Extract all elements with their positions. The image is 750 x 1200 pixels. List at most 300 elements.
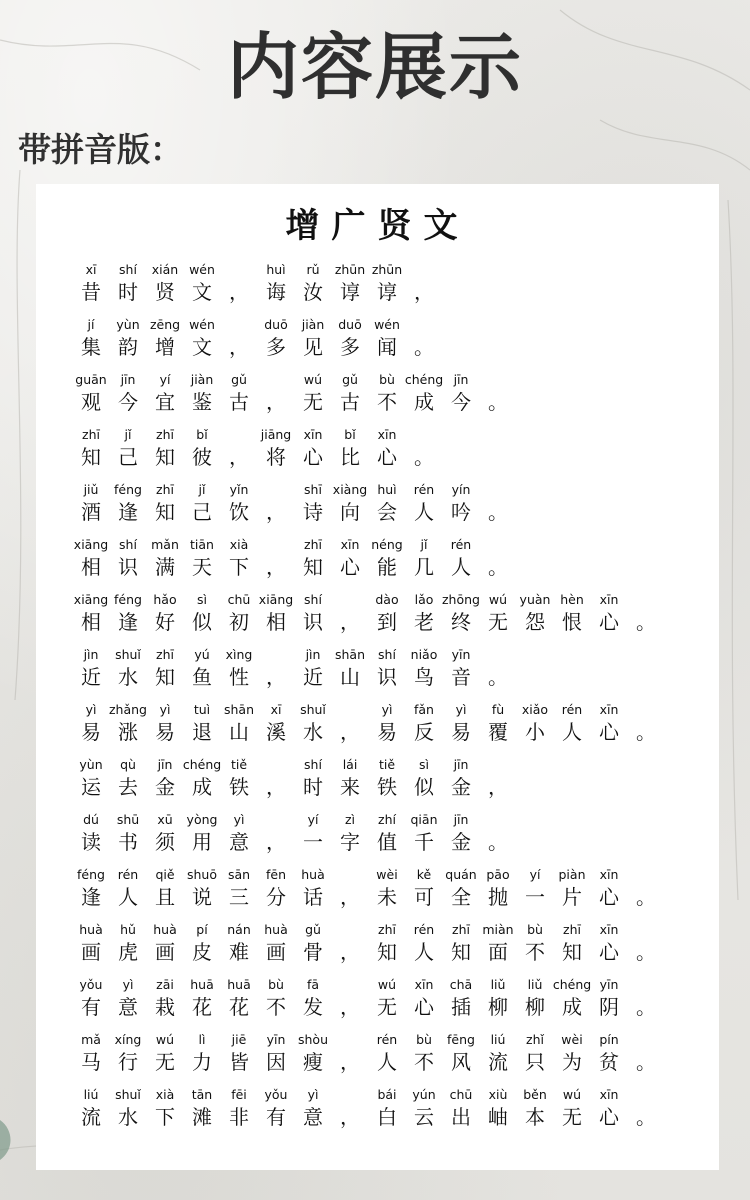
pinyin-syllable: xīn bbox=[599, 702, 619, 717]
hanzi-character: 初 bbox=[229, 610, 249, 634]
pinyin-syllable: shí bbox=[119, 537, 137, 552]
pinyin-syllable: yí bbox=[159, 372, 171, 387]
hanzi-character: 成 bbox=[192, 775, 212, 799]
hanzi-character: 心 bbox=[599, 885, 619, 909]
hanzi-character: 逢 bbox=[118, 610, 138, 634]
pinyin-syllable: liǔ bbox=[527, 977, 543, 992]
pinyin-syllable: yǒu bbox=[264, 1087, 288, 1102]
pinyin-syllable: jīn bbox=[453, 812, 469, 827]
hanzi-character: 知 bbox=[451, 940, 471, 964]
hanzi-character: 鸟 bbox=[414, 665, 434, 689]
pinyin-syllable: sì bbox=[197, 592, 207, 607]
pinyin-syllable: zēng bbox=[149, 317, 181, 332]
hanzi-character: 怨 bbox=[525, 610, 545, 634]
hanzi-character: 汝 bbox=[303, 280, 323, 304]
hanzi-character: 易 bbox=[377, 720, 397, 744]
pinyin-syllable: yì bbox=[85, 702, 97, 717]
hanzi-character: 彼 bbox=[192, 445, 212, 469]
pinyin-syllable: yí bbox=[307, 812, 319, 827]
punctuation: ， bbox=[229, 335, 249, 359]
hanzi-character: 贤 bbox=[155, 280, 175, 304]
hanzi-character: 知 bbox=[303, 555, 323, 579]
pinyin-syllable: yùn bbox=[79, 757, 103, 772]
hanzi-character: 溪 bbox=[266, 720, 286, 744]
hanzi-character: 鉴 bbox=[192, 390, 212, 414]
hanzi-character: 只 bbox=[525, 1050, 545, 1074]
hanzi-character: 无 bbox=[562, 1105, 582, 1129]
pinyin-syllable: sì bbox=[419, 757, 429, 772]
hanzi-character: 因 bbox=[266, 1050, 286, 1074]
pinyin-syllable: xiǎo bbox=[521, 702, 549, 717]
pinyin-syllable: bái bbox=[377, 1087, 397, 1102]
pinyin-syllable: shuǐ bbox=[300, 702, 326, 717]
pinyin-syllable: xī bbox=[85, 262, 97, 277]
hanzi-character: 阴 bbox=[599, 995, 619, 1019]
pinyin-syllable: pāo bbox=[486, 867, 510, 882]
hanzi-character: 反 bbox=[414, 720, 434, 744]
hanzi-character: 须 bbox=[155, 830, 175, 854]
pinyin-syllable: wèi bbox=[561, 1032, 583, 1047]
pinyin-syllable: zhī bbox=[156, 482, 174, 497]
hanzi-character: 花 bbox=[229, 995, 249, 1019]
hanzi-character: 无 bbox=[155, 1050, 175, 1074]
punctuation: 。 bbox=[636, 940, 656, 964]
hanzi-character: 时 bbox=[303, 775, 323, 799]
hanzi-character: 柳 bbox=[488, 995, 508, 1019]
punctuation: ， bbox=[266, 775, 286, 799]
hanzi-character: 人 bbox=[414, 500, 434, 524]
pinyin-syllable: huà bbox=[79, 922, 103, 937]
pinyin-syllable: zhūn bbox=[371, 262, 403, 277]
pinyin-syllable: tuì bbox=[193, 702, 211, 717]
hanzi-character: 风 bbox=[451, 1050, 471, 1074]
hanzi-character: 知 bbox=[377, 940, 397, 964]
pinyin-syllable: zhī bbox=[452, 922, 470, 937]
hanzi-character: 心 bbox=[377, 445, 397, 469]
hanzi-character: 下 bbox=[229, 555, 249, 579]
hanzi-character: 退 bbox=[192, 720, 212, 744]
hanzi-character: 心 bbox=[340, 555, 360, 579]
punctuation: 。 bbox=[636, 720, 656, 744]
pinyin-syllable: yú bbox=[194, 647, 210, 662]
punctuation: ， bbox=[266, 555, 286, 579]
pinyin-syllable: shí bbox=[119, 262, 137, 277]
hanzi-character: 老 bbox=[414, 610, 434, 634]
hanzi-character: 铁 bbox=[229, 775, 249, 799]
pinyin-syllable: niǎo bbox=[410, 647, 438, 662]
pinyin-syllable: rén bbox=[376, 1032, 398, 1047]
pinyin-syllable: fēng bbox=[447, 1032, 475, 1047]
verse-row bbox=[36, 482, 719, 534]
hanzi-character: 今 bbox=[118, 390, 138, 414]
hanzi-character: 本 bbox=[525, 1105, 545, 1129]
punctuation: 。 bbox=[636, 1050, 656, 1074]
verse-row bbox=[36, 702, 719, 754]
punctuation: ， bbox=[229, 445, 249, 469]
hanzi-character: 画 bbox=[81, 940, 101, 964]
hanzi-character: 人 bbox=[414, 940, 434, 964]
pinyin-syllable: quán bbox=[445, 867, 477, 882]
pinyin-syllable: gǔ bbox=[231, 372, 247, 387]
hanzi-character: 将 bbox=[266, 445, 286, 469]
hanzi-character: 到 bbox=[377, 610, 397, 634]
hanzi-character: 近 bbox=[303, 665, 323, 689]
hanzi-character: 能 bbox=[377, 555, 397, 579]
pinyin-syllable: jǐ bbox=[198, 482, 206, 497]
hanzi-character: 铁 bbox=[377, 775, 397, 799]
hanzi-character: 流 bbox=[81, 1105, 101, 1129]
hanzi-character: 无 bbox=[377, 995, 397, 1019]
hanzi-character: 古 bbox=[340, 390, 360, 414]
hanzi-character: 似 bbox=[414, 775, 434, 799]
pinyin-syllable: xiāng bbox=[258, 592, 294, 607]
hanzi-character: 用 bbox=[192, 830, 212, 854]
verse-row bbox=[36, 427, 719, 479]
pinyin-syllable: yīn bbox=[451, 647, 471, 662]
pinyin-syllable: wú bbox=[488, 592, 508, 607]
pinyin-syllable: shòu bbox=[297, 1032, 328, 1047]
pinyin-syllable: qù bbox=[120, 757, 136, 772]
pinyin-syllable: liú bbox=[83, 1087, 99, 1102]
punctuation: 。 bbox=[636, 885, 656, 909]
hanzi-character: 一 bbox=[525, 885, 545, 909]
pinyin-syllable: jǐ bbox=[420, 537, 428, 552]
pinyin-syllable: jǐ bbox=[124, 427, 132, 442]
pinyin-syllable: kě bbox=[416, 867, 432, 882]
pinyin-syllable: xíng bbox=[114, 1032, 142, 1047]
pinyin-syllable: zì bbox=[344, 812, 356, 827]
hanzi-character: 片 bbox=[562, 885, 582, 909]
pinyin-syllable: gǔ bbox=[342, 372, 358, 387]
hanzi-character: 昔 bbox=[81, 280, 101, 304]
pinyin-syllable: shān bbox=[223, 702, 255, 717]
hanzi-character: 话 bbox=[303, 885, 323, 909]
pinyin-syllable: zhī bbox=[156, 647, 174, 662]
verse-row bbox=[36, 812, 719, 864]
hanzi-character: 知 bbox=[155, 445, 175, 469]
pinyin-syllable: piàn bbox=[558, 867, 586, 882]
hanzi-character: 行 bbox=[118, 1050, 138, 1074]
pinyin-syllable: bù bbox=[527, 922, 543, 937]
hanzi-character: 易 bbox=[81, 720, 101, 744]
pinyin-syllable: fā bbox=[306, 977, 320, 992]
pinyin-syllable: shí bbox=[378, 647, 396, 662]
pinyin-syllable: zhī bbox=[156, 427, 174, 442]
pinyin-syllable: shí bbox=[304, 757, 322, 772]
hanzi-character: 满 bbox=[155, 555, 175, 579]
punctuation: ， bbox=[340, 995, 360, 1019]
verse-row bbox=[36, 1032, 719, 1084]
punctuation: 。 bbox=[488, 390, 508, 414]
pinyin-syllable: shuǐ bbox=[115, 1087, 141, 1102]
pinyin-syllable: fǎn bbox=[414, 702, 434, 717]
verse-row bbox=[36, 647, 719, 699]
pinyin-syllable: tiě bbox=[378, 757, 396, 772]
hanzi-character: 为 bbox=[562, 1050, 582, 1074]
hanzi-character: 来 bbox=[340, 775, 360, 799]
pinyin-syllable: yǒu bbox=[79, 977, 103, 992]
hanzi-character: 瘦 bbox=[303, 1050, 323, 1074]
hanzi-character: 全 bbox=[451, 885, 471, 909]
punctuation: 。 bbox=[636, 995, 656, 1019]
verse-row bbox=[36, 1087, 719, 1139]
pinyin-syllable: huì bbox=[377, 482, 397, 497]
pinyin-syllable: mǎn bbox=[151, 537, 179, 552]
hanzi-character: 力 bbox=[192, 1050, 212, 1074]
document-title: 增广贤文 bbox=[285, 206, 470, 246]
hanzi-character: 有 bbox=[266, 1105, 286, 1129]
hanzi-character: 水 bbox=[118, 665, 138, 689]
hanzi-character: 分 bbox=[266, 885, 286, 909]
hanzi-character: 人 bbox=[451, 555, 471, 579]
pinyin-syllable: chéng bbox=[552, 977, 592, 992]
verse-row bbox=[36, 592, 719, 644]
pinyin-syllable: shuō bbox=[186, 867, 217, 882]
pinyin-syllable: zhūn bbox=[334, 262, 366, 277]
hanzi-character: 水 bbox=[118, 1105, 138, 1129]
hanzi-character: 可 bbox=[414, 885, 434, 909]
hanzi-character: 不 bbox=[266, 995, 286, 1019]
hanzi-character: 诗 bbox=[303, 500, 323, 524]
hanzi-character: 易 bbox=[155, 720, 175, 744]
hanzi-character: 今 bbox=[451, 390, 471, 414]
hanzi-character: 比 bbox=[340, 445, 360, 469]
pinyin-syllable: wén bbox=[189, 262, 215, 277]
hanzi-character: 山 bbox=[229, 720, 249, 744]
punctuation: ， bbox=[340, 610, 360, 634]
hanzi-character: 识 bbox=[118, 555, 138, 579]
hanzi-character: 金 bbox=[451, 830, 471, 854]
pinyin-syllable: yīn bbox=[266, 1032, 286, 1047]
punctuation: ， bbox=[229, 280, 249, 304]
hanzi-character: 有 bbox=[81, 995, 101, 1019]
hanzi-character: 虎 bbox=[118, 940, 138, 964]
pinyin-syllable: wén bbox=[374, 317, 400, 332]
pinyin-syllable: xiàng bbox=[332, 482, 368, 497]
pinyin-syllable: guān bbox=[75, 372, 107, 387]
verse-row bbox=[36, 537, 719, 589]
hanzi-character: 心 bbox=[599, 720, 619, 744]
hanzi-character: 知 bbox=[81, 445, 101, 469]
pinyin-syllable: néng bbox=[371, 537, 403, 552]
pinyin-syllable: chā bbox=[449, 977, 473, 992]
hanzi-character: 字 bbox=[340, 830, 360, 854]
pinyin-syllable: huà bbox=[264, 922, 288, 937]
hanzi-character: 酒 bbox=[81, 500, 101, 524]
pinyin-syllable: chū bbox=[449, 1087, 473, 1102]
pinyin-syllable: wú bbox=[562, 1087, 582, 1102]
pinyin-syllable: yì bbox=[233, 812, 245, 827]
pinyin-syllable: yí bbox=[529, 867, 541, 882]
hanzi-character: 知 bbox=[155, 500, 175, 524]
hanzi-character: 无 bbox=[488, 610, 508, 634]
hanzi-character: 心 bbox=[303, 445, 323, 469]
pinyin-syllable: yì bbox=[307, 1087, 319, 1102]
pinyin-syllable: yǐn bbox=[229, 482, 249, 497]
pinyin-syllable: lǎo bbox=[414, 592, 434, 607]
pinyin-syllable: bù bbox=[379, 372, 395, 387]
pinyin-syllable: tān bbox=[191, 1087, 213, 1102]
pinyin-syllable: jí bbox=[87, 317, 95, 332]
pinyin-syllable: lái bbox=[342, 757, 358, 772]
hanzi-character: 皆 bbox=[229, 1050, 249, 1074]
pinyin-syllable: huā bbox=[190, 977, 214, 992]
pinyin-syllable: qiě bbox=[155, 867, 175, 882]
pinyin-syllable: zhǎng bbox=[108, 702, 147, 717]
pinyin-syllable: zhī bbox=[304, 537, 322, 552]
hanzi-character: 画 bbox=[155, 940, 175, 964]
pinyin-syllable: jiāng bbox=[260, 427, 292, 442]
pinyin-syllable: chū bbox=[227, 592, 251, 607]
punctuation: ， bbox=[266, 390, 286, 414]
pinyin-syllable: fù bbox=[491, 702, 505, 717]
pinyin-syllable: dú bbox=[83, 812, 99, 827]
hanzi-character: 饮 bbox=[229, 500, 249, 524]
punctuation: ， bbox=[340, 940, 360, 964]
hanzi-character: 多 bbox=[266, 335, 286, 359]
hanzi-character: 闻 bbox=[377, 335, 397, 359]
hanzi-character: 插 bbox=[451, 995, 471, 1019]
hanzi-character: 不 bbox=[525, 940, 545, 964]
hanzi-character: 易 bbox=[451, 720, 471, 744]
hanzi-character: 谆 bbox=[377, 280, 397, 304]
hanzi-character: 古 bbox=[229, 390, 249, 414]
hanzi-character: 且 bbox=[155, 885, 175, 909]
pinyin-syllable: yīn bbox=[599, 977, 619, 992]
hanzi-character: 时 bbox=[118, 280, 138, 304]
hanzi-character: 似 bbox=[192, 610, 212, 634]
punctuation: 。 bbox=[414, 335, 434, 359]
punctuation: 。 bbox=[488, 500, 508, 524]
verse-row bbox=[36, 977, 719, 1029]
hanzi-character: 不 bbox=[414, 1050, 434, 1074]
hanzi-character: 书 bbox=[118, 830, 138, 854]
hanzi-character: 观 bbox=[81, 390, 101, 414]
hanzi-character: 覆 bbox=[488, 720, 508, 744]
hanzi-character: 增 bbox=[155, 335, 175, 359]
hanzi-character: 去 bbox=[118, 775, 138, 799]
pinyin-syllable: xià bbox=[229, 537, 249, 552]
punctuation: ， bbox=[266, 830, 286, 854]
pinyin-syllable: jìn bbox=[305, 647, 321, 662]
pinyin-syllable: tiān bbox=[190, 537, 214, 552]
hanzi-character: 无 bbox=[303, 390, 323, 414]
pinyin-syllable: shū bbox=[116, 812, 140, 827]
hanzi-character: 非 bbox=[229, 1105, 249, 1129]
hanzi-character: 成 bbox=[414, 390, 434, 414]
verse-row bbox=[36, 262, 719, 314]
pinyin-syllable: jìn bbox=[83, 647, 99, 662]
pinyin-syllable: yín bbox=[451, 482, 471, 497]
hanzi-character: 水 bbox=[303, 720, 323, 744]
hanzi-character: 金 bbox=[155, 775, 175, 799]
pinyin-syllable: yuàn bbox=[519, 592, 551, 607]
pinyin-syllable: jiē bbox=[231, 1032, 247, 1047]
pinyin-syllable: pín bbox=[599, 1032, 619, 1047]
pinyin-syllable: dào bbox=[375, 592, 399, 607]
hanzi-character: 好 bbox=[155, 610, 175, 634]
hanzi-character: 千 bbox=[414, 830, 434, 854]
pinyin-syllable: zhī bbox=[563, 922, 581, 937]
hanzi-character: 贫 bbox=[599, 1050, 619, 1074]
pinyin-syllable: hǎo bbox=[153, 592, 177, 607]
hanzi-character: 宜 bbox=[155, 390, 175, 414]
hanzi-character: 天 bbox=[192, 555, 212, 579]
verse-row bbox=[36, 317, 719, 369]
hanzi-character: 逢 bbox=[118, 500, 138, 524]
hanzi-character: 涨 bbox=[118, 720, 138, 744]
punctuation: ， bbox=[488, 775, 508, 799]
hanzi-character: 几 bbox=[414, 555, 434, 579]
pinyin-syllable: jiǔ bbox=[83, 482, 99, 497]
pinyin-syllable: xīn bbox=[303, 427, 323, 442]
pinyin-syllable: xīn bbox=[377, 427, 397, 442]
hanzi-character: 逢 bbox=[81, 885, 101, 909]
hanzi-character: 三 bbox=[229, 885, 249, 909]
pinyin-syllable: xiāng bbox=[73, 537, 109, 552]
pinyin-syllable: yún bbox=[412, 1087, 436, 1102]
punctuation: ， bbox=[414, 280, 434, 304]
pinyin-syllable: gǔ bbox=[305, 922, 321, 937]
pinyin-syllable: lì bbox=[198, 1032, 206, 1047]
hanzi-character: 诲 bbox=[266, 280, 286, 304]
hanzi-character: 知 bbox=[155, 665, 175, 689]
punctuation: 。 bbox=[488, 665, 508, 689]
pinyin-syllable: jīn bbox=[157, 757, 173, 772]
text-sheet bbox=[36, 184, 719, 1170]
pinyin-syllable: wú bbox=[377, 977, 397, 992]
pinyin-syllable: qiān bbox=[410, 812, 438, 827]
hanzi-character: 画 bbox=[266, 940, 286, 964]
hanzi-character: 读 bbox=[81, 830, 101, 854]
hanzi-character: 小 bbox=[525, 720, 545, 744]
hanzi-character: 马 bbox=[81, 1050, 101, 1074]
hanzi-character: 滩 bbox=[192, 1105, 212, 1129]
pinyin-syllable: xīn bbox=[340, 537, 360, 552]
hanzi-character: 见 bbox=[303, 335, 323, 359]
pinyin-syllable: xīn bbox=[599, 592, 619, 607]
pinyin-syllable: wén bbox=[189, 317, 215, 332]
pinyin-syllable: jīn bbox=[120, 372, 136, 387]
pinyin-syllable: huā bbox=[227, 977, 251, 992]
hanzi-character: 白 bbox=[377, 1105, 397, 1129]
hanzi-character: 恨 bbox=[562, 610, 582, 634]
pinyin-syllable: yòng bbox=[186, 812, 218, 827]
hanzi-character: 相 bbox=[266, 610, 286, 634]
hanzi-character: 向 bbox=[340, 500, 360, 524]
hanzi-character: 一 bbox=[303, 830, 323, 854]
hanzi-character: 音 bbox=[451, 665, 471, 689]
pinyin-syllable: bù bbox=[416, 1032, 432, 1047]
hanzi-character: 不 bbox=[377, 390, 397, 414]
punctuation: 。 bbox=[488, 830, 508, 854]
pinyin-syllable: rén bbox=[561, 702, 583, 717]
pinyin-syllable: hǔ bbox=[120, 922, 136, 937]
hanzi-character: 文 bbox=[192, 280, 212, 304]
pinyin-syllable: xīn bbox=[414, 977, 434, 992]
pinyin-syllable: zāi bbox=[156, 977, 174, 992]
hanzi-character: 人 bbox=[562, 720, 582, 744]
pinyin-syllable: huì bbox=[266, 262, 286, 277]
hanzi-character: 金 bbox=[451, 775, 471, 799]
punctuation: 。 bbox=[488, 555, 508, 579]
leaf-decoration bbox=[0, 1120, 14, 1160]
pinyin-syllable: fēn bbox=[265, 867, 286, 882]
pinyin-syllable: xīn bbox=[599, 922, 619, 937]
pinyin-syllable: bǐ bbox=[196, 427, 208, 442]
hanzi-character: 知 bbox=[562, 940, 582, 964]
punctuation: 。 bbox=[414, 445, 434, 469]
